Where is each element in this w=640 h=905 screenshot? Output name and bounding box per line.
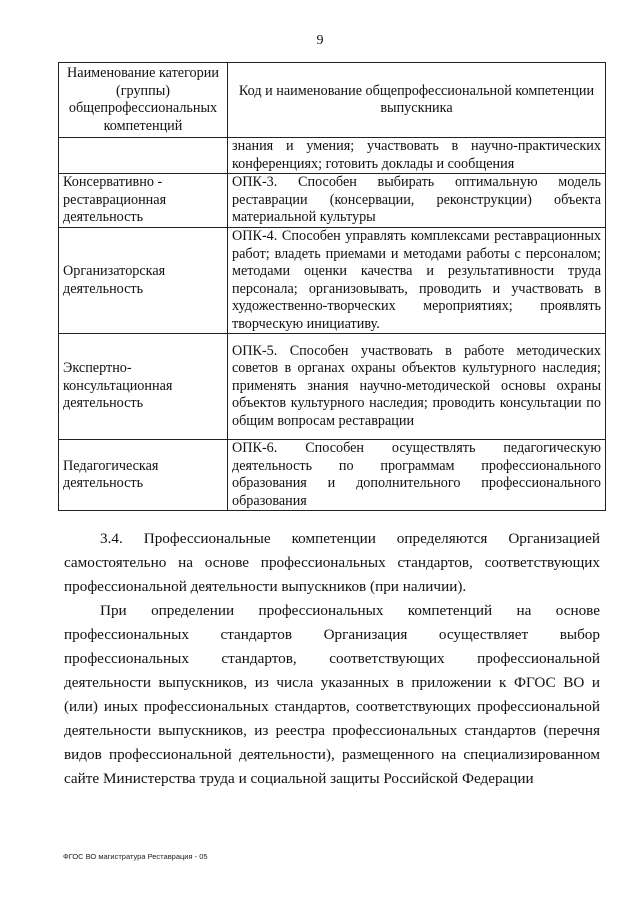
category-cell: [59, 138, 228, 174]
competence-cell: ОПК-3. Способен выбирать оптимальную модель реставрации (консервации, реконструкции) объекта материальной культуры: [228, 174, 606, 228]
category-cell: Экспертно-консультационная деятельность: [59, 334, 228, 440]
competence-cell: знания и умения; участвовать в научно-практических конференциях; готовить доклады и сообщения: [228, 138, 606, 174]
category-cell: Консервативно - реставрационная деятельность: [59, 174, 228, 228]
table-header-competence: Код и наименование общепрофессиональной компетенции выпускника: [228, 63, 606, 138]
body-text: [64, 527, 600, 791]
table-row: [59, 334, 606, 440]
competencies-table: [58, 62, 606, 511]
page-number: 9: [316, 33, 324, 48]
competence-cell: ОПК-6. Способен осуществлять педагогическую деятельность по программам профессионального образования и дополнительного профессионального образования: [228, 440, 606, 511]
competence-cell: ОПК-5. Способен участвовать в работе методических советов в органах охраны объектов культурного наследия; применять знания научно-методической основы охраны объектов культурного наследия; проводить консультации по общим вопросам реставрации: [228, 334, 606, 440]
footer: ФГОС ВО магистратура Реставрация - 05: [63, 852, 208, 861]
table-row: [59, 440, 606, 511]
table-row: [59, 174, 606, 228]
competence-cell: ОПК-4. Способен управлять комплексами реставрационных работ; владеть приемами и методами работы с персоналом; методами оценки качества и результативности труда персонала; организовывать, проводить и участвовать в художественно-творческих мероприятиях; проявлять творческую инициативу.: [228, 228, 606, 334]
table-row: [59, 228, 606, 334]
category-cell: Организаторская деятельность: [59, 228, 228, 334]
table-header-category: Наименование категории (группы) общепрофессиональных компетенций: [59, 63, 228, 138]
table-row: [59, 138, 606, 174]
category-cell: Педагогическая деятельность: [59, 440, 228, 511]
paragraph: При определении профессиональных компетенций на основе профессиональных стандартов Организация осуществляет выбор профессиональных стандартов, соответствующих профессиональной деятельности выпускников, из числа указанных в приложении к ФГОС ВО и (или) иных профессиональных стандартов, соответствующих профессиональной деятельности выпускников, из реестра профессиональных стандартов (перечня видов профессиональной деятельности), размещенного на специализированном сайте Министерства труда и социальной защиты Российской Федерации: [64, 602, 600, 787]
paragraph: 3.4. Профессиональные компетенции определяются Организацией самостоятельно на основе профессиональных стандартов, соответствующих профессиональной деятельности выпускников (при наличии).: [64, 530, 600, 595]
